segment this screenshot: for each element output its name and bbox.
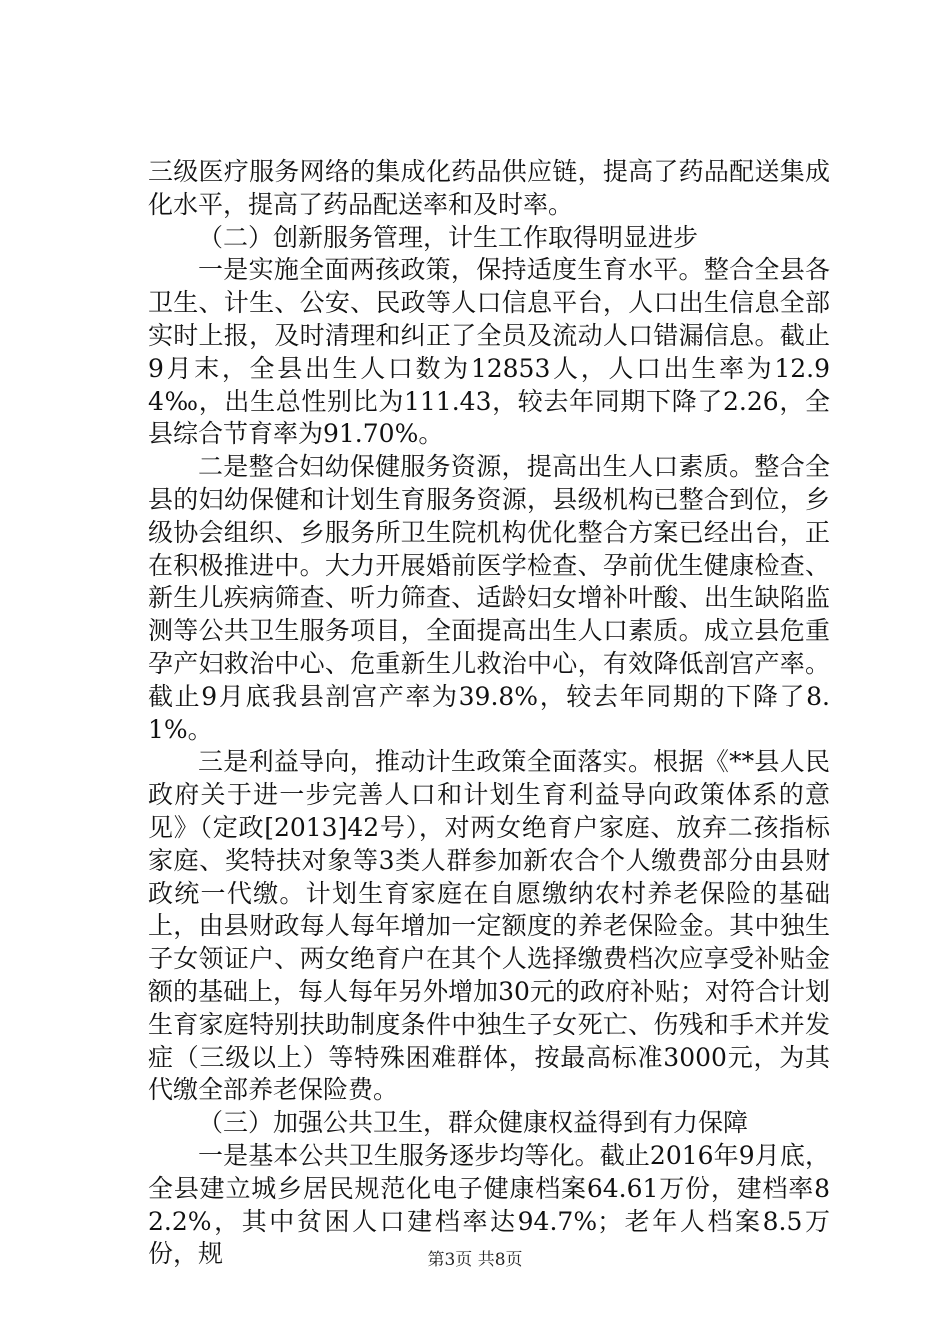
document-body (148, 156, 830, 1271)
page-footer: 第3页 共8页 (427, 1250, 523, 1270)
paragraph-fertility-policy: 一是实施全面两孩政策，保持适度生育水平。整合全县各卫生、计生、公安、民政等人口信息平台，人口出生信息全部实时上报，及时清理和纠正了全员及流动人口错漏信息。截止9月末，全县出生人口数为12853人，人口出生率为12.94‰，出生总性别比为111.43，较去年同期下降了2.26，全县综合节育率为91.70%。 (148, 255, 830, 449)
paragraph-continuation: 三级医疗服务网络的集成化药品供应链，提高了药品配送集成化水平，提高了药品配送率和及时率。 (148, 157, 830, 219)
section-heading-three: （三）加强公共卫生，群众健康权益得到有力保障 (198, 1108, 749, 1138)
section-heading-two: （二）创新服务管理，计生工作取得明显进步 (198, 222, 699, 252)
paragraph-benefit-policy: 三是利益导向，推动计生政策全面落实。根据《**县人民政府关于进一步完善人口和计划生育利益导向政策体系的意见》（定政[2013]42号），对两女绝育户家庭、放弃二孩指标家庭、奖特扶对象等3类人群参加新农合个人缴费部分由县财政统一代缴。计划生育家庭在自愿缴纳农村养老保险的基础上，由县财政每人每年增加一定额度的养老保险金。其中独生子女领证户、两女绝育户在其个人选择缴费档次应享受补贴金额的基础上，每人每年另外增加30元的政府补贴；对符合计划生育家庭特别扶助制度条件中独生子女死亡、伤残和手术并发症（三级以上）等特殊困难群体，按最高标准3000元，为其代缴全部养老保险费。 (148, 747, 830, 1105)
paragraph-public-health: 一是基本公共卫生服务逐步均等化。截止2016年9月底，全县建立城乡居民规范化电子健康档案64.61万份，建档率82.2%，其中贫困人口建档率达94.7%；老年人档案8.5万份，规 (148, 1140, 830, 1269)
paragraph-maternal-health: 二是整合妇幼保健服务资源，提高出生人口素质。整合全县的妇幼保健和计划生育服务资源，县级机构已整合到位，乡级协会组织、乡服务所卫生院机构优化整合方案已经出台，正在积极推进中。大力开展婚前医学检查、孕前优生健康检查、新生儿疾病筛查、听力筛查、适龄妇女增补叶酸、出生缺陷监测等公共卫生服务项目，全面提高出生人口素质。成立县危重孕产妇救治中心、危重新生儿救治中心，有效降低剖宫产率。截止9月底我县剖宫产率为39.8%，较去年同期的下降了8.1%。 (148, 452, 830, 744)
